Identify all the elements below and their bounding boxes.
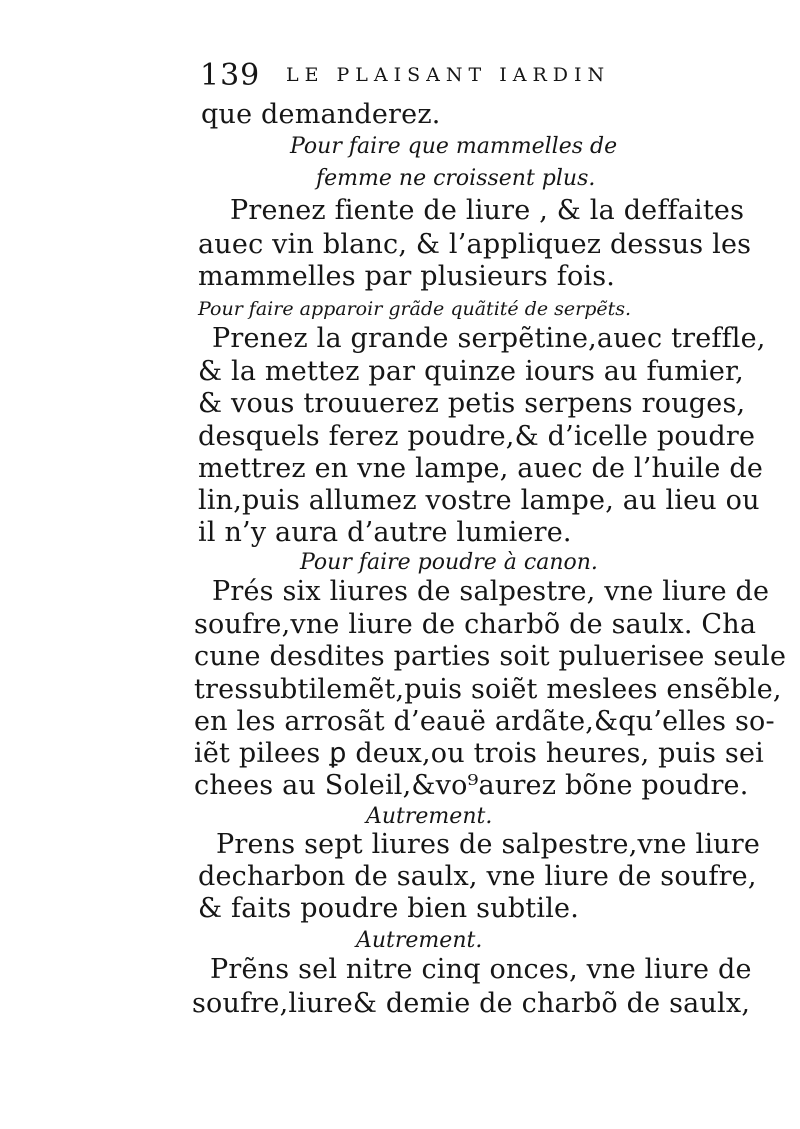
text-line: decharbon de saulx, vne liure de soufre,	[198, 861, 757, 892]
section-heading: Pour faire poudre à canon.	[300, 550, 598, 575]
text-line: Prẽns sel nitre cinq onces, vne liure de	[210, 954, 752, 985]
text-line: Prens sept liures de salpestre,vne liure	[216, 829, 761, 860]
text-line: & vous trouuerez petis serpens rouges,	[198, 388, 746, 419]
page-header	[200, 56, 630, 96]
text-line: Prés six liures de salpestre, vne liure de	[212, 576, 770, 607]
text-line: & faits poudre bien subtile.	[198, 893, 579, 924]
section-heading: Pour faire apparoir grãde quãtité de serpẽts.	[198, 298, 632, 320]
text-line: Prenez la grande serpẽtine,auec treffle,	[212, 323, 766, 354]
text-line: il n’y aura d’autre lumiere.	[198, 517, 572, 548]
running-title: LE PLAISANT IARDIN	[286, 64, 611, 86]
page-number: 139	[200, 58, 261, 93]
text-line: chees au Soleil,&vo⁹aurez bõne poudre.	[194, 770, 749, 801]
text-line: Prenez fiente de liure , & la deffaites	[230, 195, 745, 226]
text-line: desquels ferez poudre,& d’icelle poudre	[198, 421, 756, 452]
section-heading: Autrement.	[356, 928, 483, 953]
text-line: auec vin blanc, & l’appliquez dessus les	[198, 229, 752, 260]
text-line: & la mettez par quinze iours au fumier,	[198, 356, 744, 387]
section-heading: Autrement.	[366, 804, 493, 829]
text-line: soufre,vne liure de charbõ de saulx. Cha	[194, 609, 757, 640]
text-line: en les arrosãt d’eauë ardãte,&qu’elles so-	[194, 706, 775, 737]
section-heading: Pour faire que mammelles de	[290, 134, 618, 159]
section-heading: femme ne croissent plus.	[316, 166, 596, 191]
text-line: tressubtilemẽt,puis soiẽt meslees ensẽble,	[194, 674, 782, 705]
text-line: mammelles par plusieurs fois.	[198, 261, 616, 292]
text-line: soufre,liure& demie de charbõ de saulx,	[192, 988, 751, 1019]
text-line: lin,puis allumez vostre lampe, au lieu ou	[198, 485, 760, 516]
text-line: iẽt pilees ꝑ deux,ou trois heures, puis sei	[194, 738, 764, 769]
text-line: mettrez en vne lampe, auec de l’huile de	[198, 453, 763, 484]
text-line: que demanderez.	[201, 99, 441, 130]
text-line: cune desdites parties soit puluerisee seule	[194, 641, 787, 672]
